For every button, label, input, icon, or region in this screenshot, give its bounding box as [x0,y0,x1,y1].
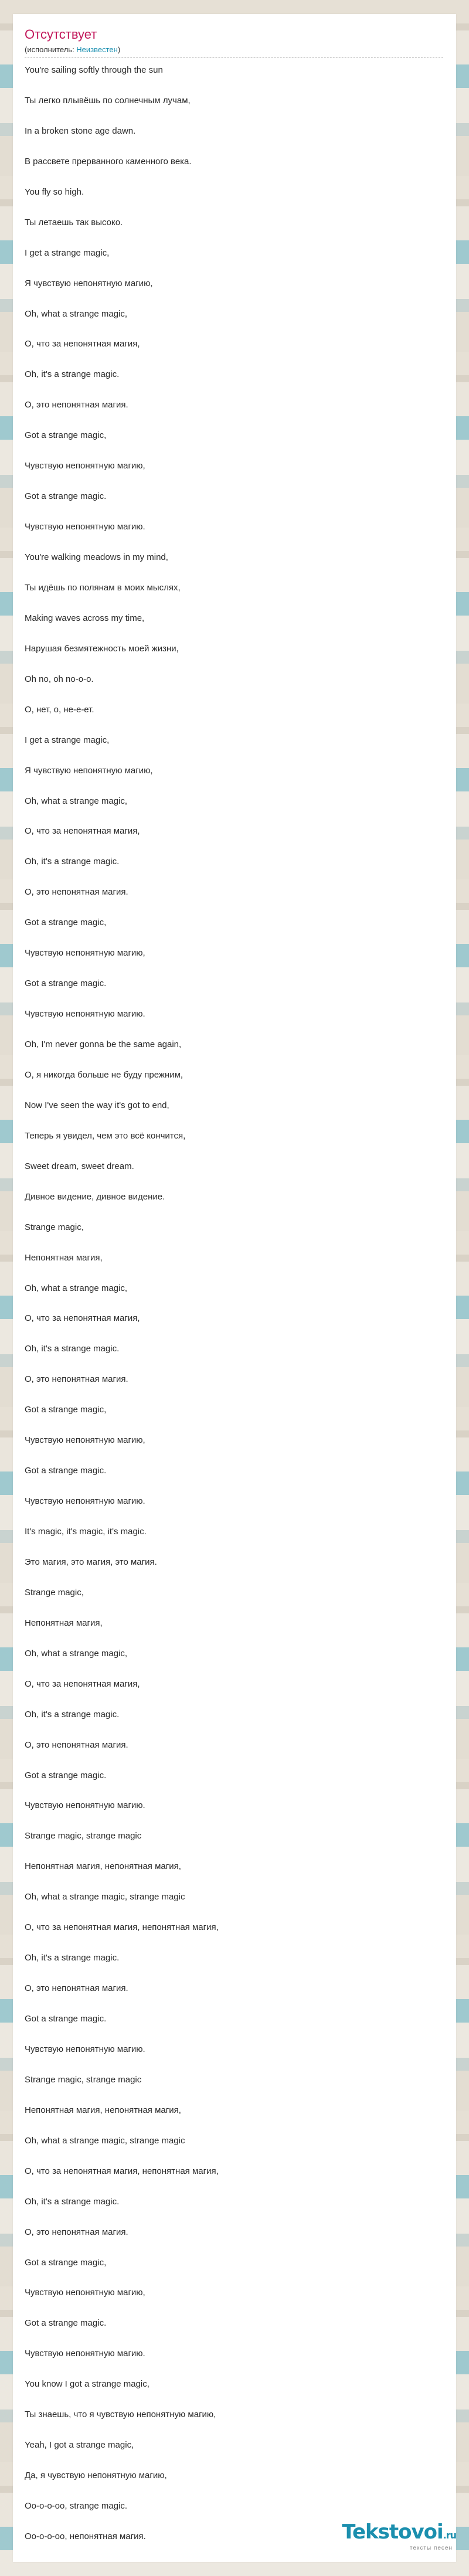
lyric-line: О, что за непонятная магия, [25,1678,140,1689]
lyric-line: Непонятная магия, непонятная магия, [25,1861,181,1872]
lyric-line: Ты легко плывёшь по солнечным лучам, [25,95,191,106]
lyric-line: Непонятная магия, [25,1252,103,1263]
lyric-line: Да, я чувствую непонятную магию, [25,2470,167,2481]
lyric-line: О, это непонятная магия. [25,400,128,410]
lyric-line: Now I've seen the way it's got to end, [25,1100,169,1110]
lyric-line: О, что за непонятная магия, [25,339,140,349]
lyric-line: Got a strange magic. [25,1770,107,1780]
lyric-line: Oh, it's a strange magic. [25,1953,120,1963]
lyric-line: Ты летаешь так высоко. [25,217,123,227]
lyrics-list [25,65,443,2562]
lyric-line: Strange magic, strange magic [25,1831,142,1841]
lyric-line: Чувствую непонятную магию. [25,2044,145,2054]
lyric-line: О, нет, о, не-е-ет. [25,704,94,715]
lyric-line: Got a strange magic. [25,978,107,989]
lyric-line: О, это непонятная магия. [25,2227,128,2237]
lyric-line: Непонятная магия, непонятная магия, [25,2105,181,2115]
logo-subtitle: тексты песен [409,2545,453,2551]
lyric-line: Непонятная магия, [25,1617,103,1628]
lyric-line: Oh, what a strange magic, [25,1283,128,1293]
lyric-line: I get a strange magic, [25,247,110,258]
lyric-line: Дивное видение, дивное видение. [25,1191,165,1202]
logo-wordmark [315,2521,456,2546]
lyric-line: Чувствую непонятную магию. [25,1009,145,1019]
lyric-line: Oh, I'm never gonna be the same again, [25,1039,182,1049]
lyric-line: Oh, what a strange magic, [25,1648,128,1659]
lyric-line: You fly so high. [25,186,84,197]
lyric-line: Strange magic, strange magic [25,2074,142,2085]
lyric-line: Чувствую непонятную магию. [25,2349,145,2359]
lyric-line: Oh, what a strange magic, [25,796,128,806]
lyric-line: Got a strange magic, [25,2257,107,2268]
lyric-line: Oo-o-o-oo, strange magic. [25,2501,128,2511]
lyric-line: Чувствую непонятную магию, [25,2288,145,2298]
song-title: Отсутствует [25,27,97,42]
logo-tld: .ru [443,2530,456,2541]
lyric-line: Strange magic, [25,1587,84,1598]
lyric-line: Оо-о-о-оо, непонятная магия. [25,2531,146,2541]
lyric-line: Ты идёшь по полянам в моих мыслях, [25,582,181,593]
lyric-line: You're sailing softly through the sun [25,65,163,75]
lyric-line: Oh, it's a strange magic. [25,369,120,380]
artist-suffix: ) [117,45,121,54]
lyric-line: О, это непонятная магия. [25,1739,128,1750]
lyric-line: Oh, it's a strange magic. [25,1709,120,1719]
lyric-line: Чувствую непонятную магию, [25,1435,145,1446]
lyric-line: О, что за непонятная магия, непонятная магия, [25,2166,219,2176]
lyric-line: Oh, it's a strange magic. [25,857,120,867]
lyric-line: Чувствую непонятную магию. [25,522,145,532]
logo-main-text: Tekstovoi [342,2520,443,2544]
lyric-line: Oh, what a strange magic, strange magic [25,2135,185,2146]
lyric-line: Ты знаешь, что я чувствую непонятную магию, [25,2410,216,2420]
lyric-line: Got a strange magic. [25,491,107,502]
lyric-line: Чувствую непонятную магию, [25,461,145,471]
lyric-line: Making waves across my time, [25,613,145,623]
lyric-line: В рассвете прерванного каменного века. [25,156,192,166]
lyric-line: Я чувствую непонятную магию, [25,765,153,776]
lyric-line: Got a strange magic, [25,1405,107,1415]
artist-line [25,45,443,58]
lyric-line: Got a strange magic. [25,2014,107,2024]
lyric-line: О, что за непонятная магия, [25,826,140,837]
lyric-line: Yeah, I got a strange magic, [25,2440,134,2451]
artist-link[interactable]: Неизвестен [76,45,118,54]
lyric-line: Это магия, это магия, это магия. [25,1557,157,1567]
lyric-line: In a broken stone age dawn. [25,125,136,136]
lyric-line: О, что за непонятная магия, непонятная магия, [25,1922,219,1933]
lyric-line: You're walking meadows in my mind, [25,552,168,562]
lyric-line: Sweet dream, sweet dream. [25,1161,134,1171]
lyric-line: Я чувствую непонятную магию, [25,278,153,288]
lyric-line: Oh no, oh no-o-o. [25,674,94,684]
lyric-line: You know I got a strange magic, [25,2379,149,2390]
lyric-line: Чувствую непонятную магию. [25,1800,145,1811]
lyric-line: Got a strange magic. [25,1466,107,1476]
lyric-line: О, это непонятная магия. [25,1983,128,1994]
lyrics-card [13,14,456,2562]
lyric-line: О, я никогда больше не буду прежним, [25,1069,183,1080]
lyric-line: It's magic, it's magic, it's magic. [25,1527,147,1537]
lyric-line: Got a strange magic, [25,430,107,441]
lyric-line: Strange magic, [25,1222,84,1232]
lyric-line: О, это непонятная магия. [25,887,128,898]
lyric-line: О, это непонятная магия. [25,1374,128,1385]
lyric-line: О, что за непонятная магия, [25,1313,140,1324]
lyric-line: Oh, what a strange magic, [25,308,128,319]
lyric-line: Oh, what a strange magic, strange magic [25,1892,185,1902]
lyric-line: Теперь я увидел, чем это всё кончится, [25,1130,186,1141]
lyric-line: Got a strange magic. [25,2318,107,2329]
lyric-line: I get a strange magic, [25,735,110,745]
lyric-line: Got a strange magic, [25,917,107,928]
lyric-line: Oh, it's a strange magic. [25,1344,120,1354]
site-logo[interactable] [315,2521,456,2551]
lyric-line: Нарушая безмятежность моей жизни, [25,643,179,654]
lyric-line: Чувствую непонятную магию. [25,1496,145,1507]
lyric-line: Чувствую непонятную магию, [25,948,145,959]
artist-prefix: (исполнитель: [25,45,77,54]
lyric-line: Oh, it's a strange magic. [25,2196,120,2207]
